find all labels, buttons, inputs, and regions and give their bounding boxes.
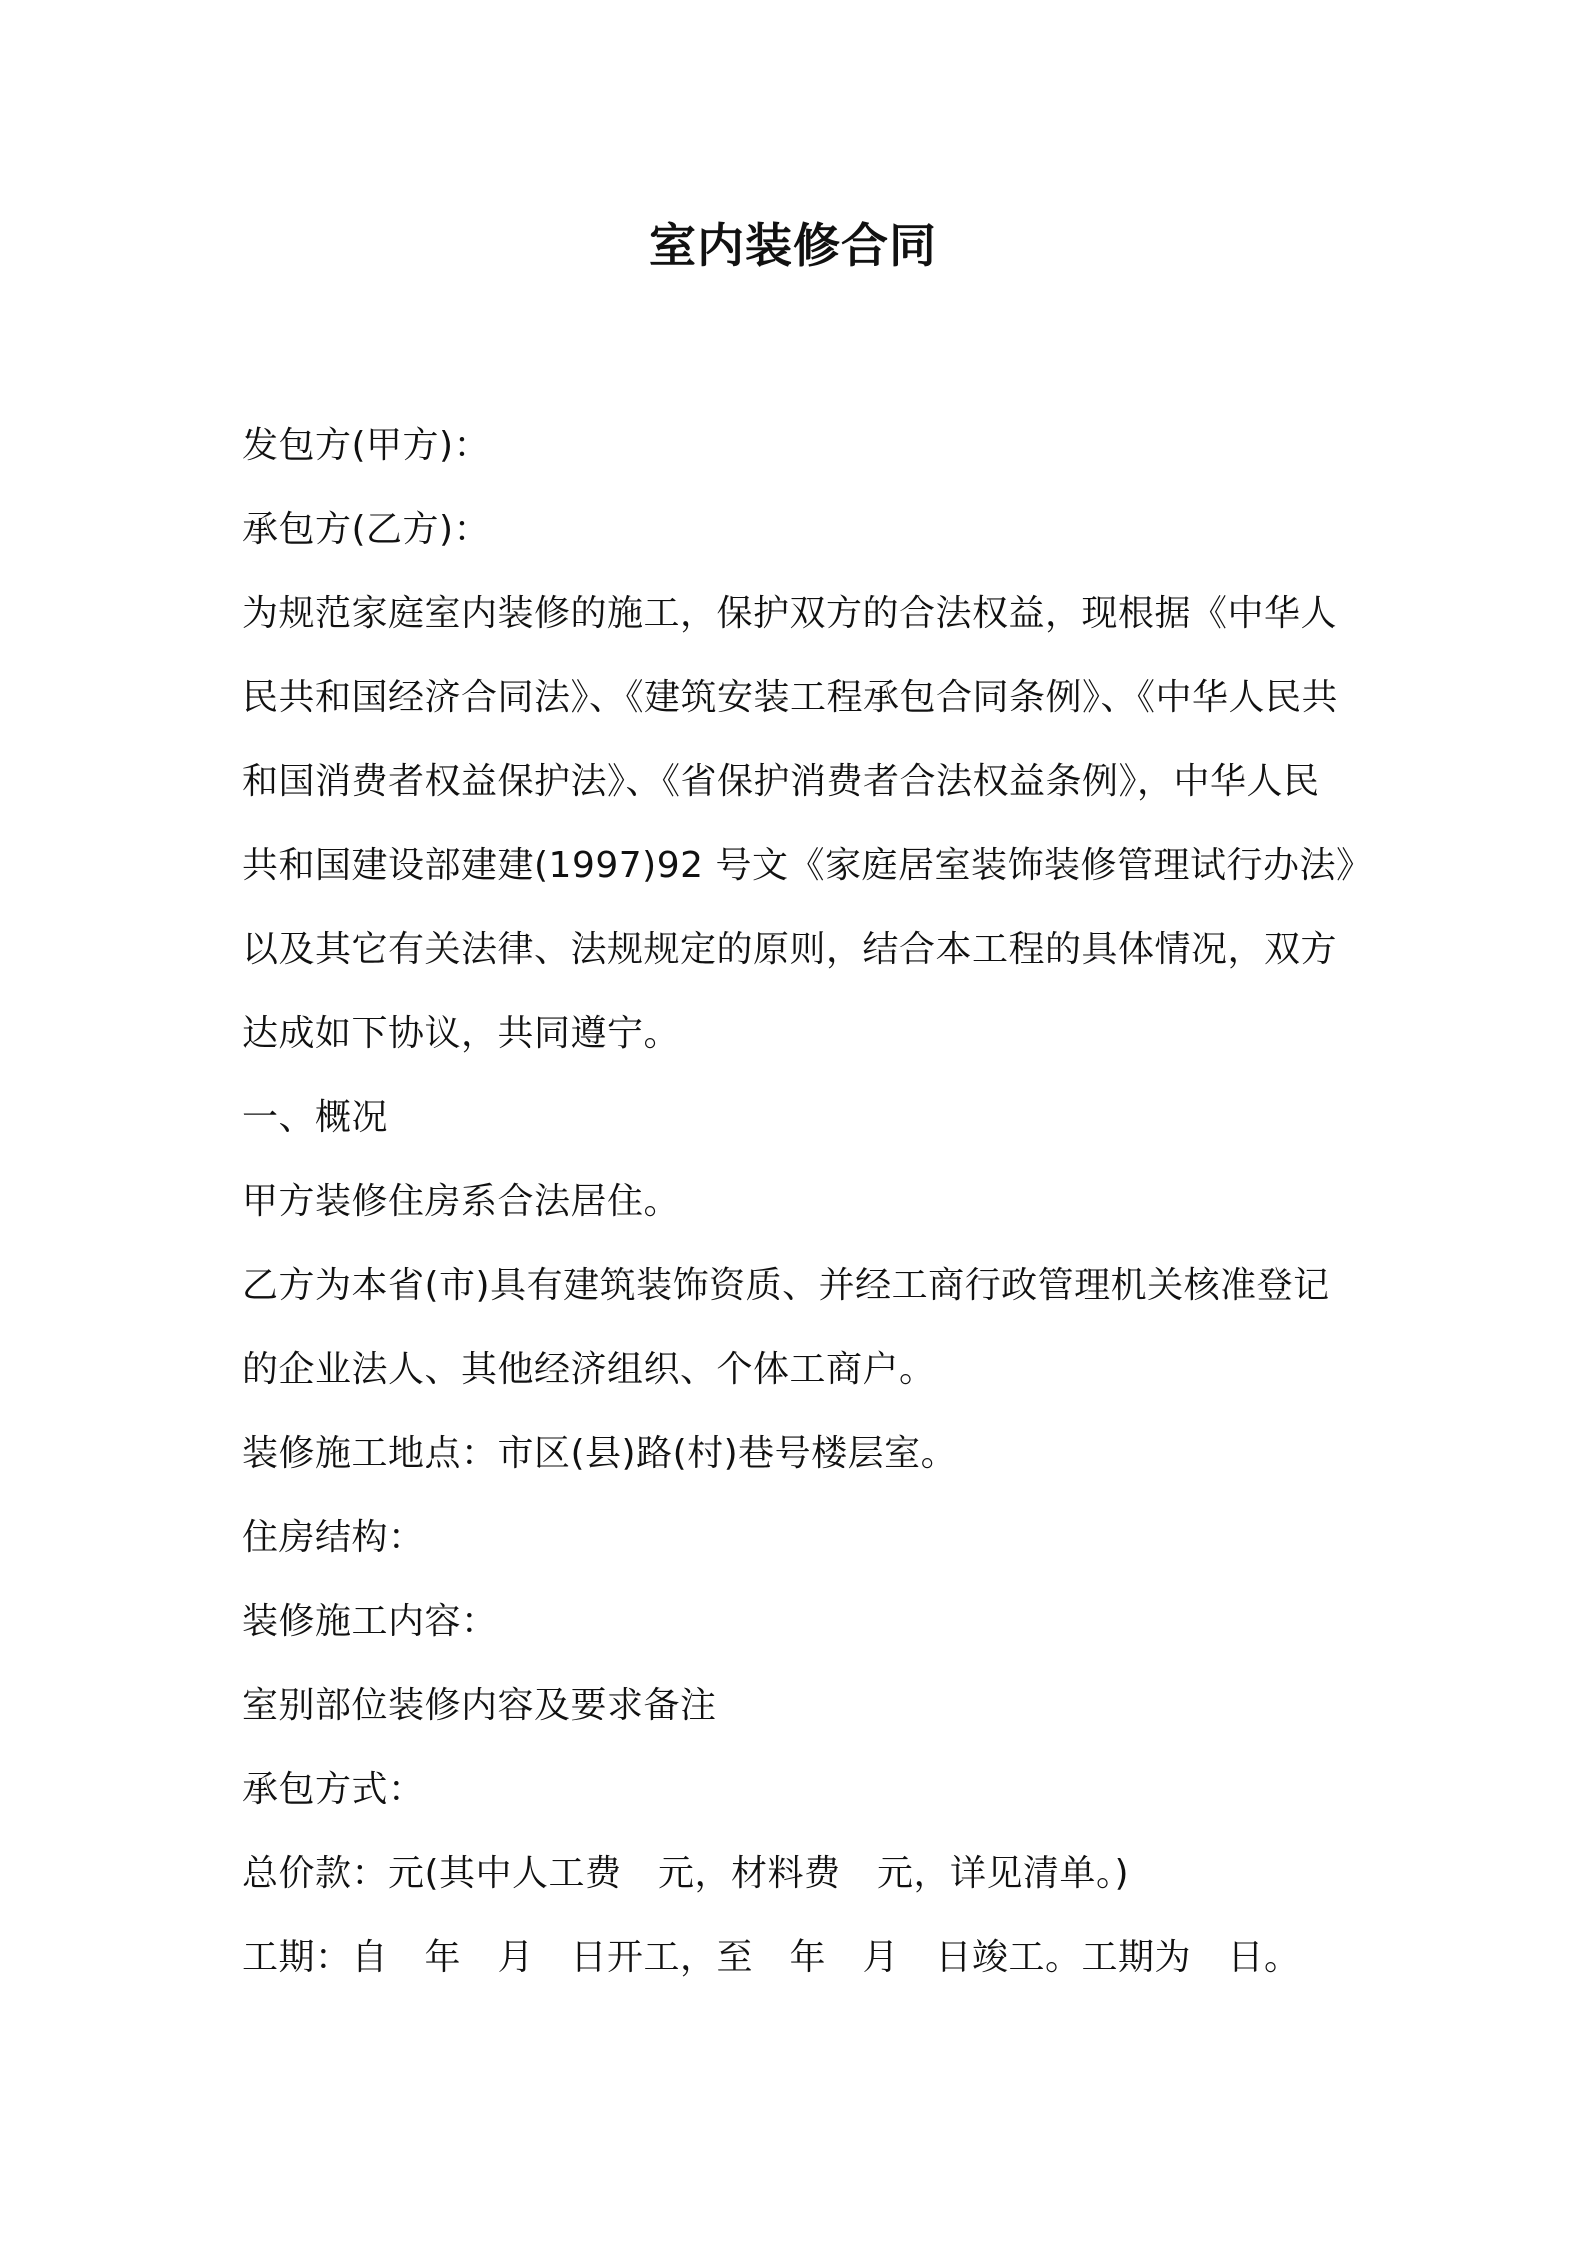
preamble-line-3: 和国消费者权益保护法》、《省保护消费者合法权益条例》，中华人民 — [242, 761, 1320, 802]
clause-party-a-residence: 甲方装修住房系合法居住。 — [242, 1181, 681, 1222]
clause-work-content: 装修施工内容： — [242, 1601, 498, 1642]
party-a-line: 发包方(甲方)： — [242, 425, 491, 466]
preamble-line-5: 以及其它有关法律、法规规定的原则，结合本工程的具体情况，双方 — [242, 929, 1338, 970]
clause-schedule: 工期：自 年 月 日开工，至 年 月 日竣工。工期为 日。 — [242, 1937, 1301, 1978]
document-title: 室内装修合同 — [649, 219, 937, 274]
preamble-line-1: 为规范家庭室内装修的施工，保护双方的合法权益，现根据《中华人 — [242, 593, 1338, 634]
section-heading-overview: 一、概况 — [242, 1097, 389, 1138]
clause-housing-structure: 住房结构： — [242, 1517, 425, 1558]
preamble-line-2: 民共和国经济合同法》、《建筑安装工程承包合同条例》、《中华人民共 — [242, 677, 1339, 718]
document-body — [242, 404, 1382, 2000]
clause-room-items: 室别部位装修内容及要求备注 — [242, 1685, 717, 1726]
clause-contract-method: 承包方式： — [242, 1769, 425, 1810]
party-b-line: 承包方(乙方)： — [242, 509, 491, 550]
clause-total-price: 总价款：元(其中人工费 元，材料费 元，详见清单。) — [242, 1853, 1130, 1894]
preamble-line-6: 达成如下协议，共同遵宁。 — [242, 1013, 681, 1054]
clause-party-b-line-1: 乙方为本省(市)具有建筑装饰资质、并经工商行政管理机关核准登记 — [242, 1265, 1330, 1306]
clause-site-location: 装修施工地点：市区(县)路(村)巷号楼层室。 — [242, 1433, 958, 1474]
preamble-line-4: 共和国建设部建建(1997)92 号文《家庭居室装饰装修管理试行办法》 — [242, 845, 1373, 886]
clause-party-b-line-2: 的企业法人、其他经济组织、个体工商户。 — [242, 1349, 936, 1390]
